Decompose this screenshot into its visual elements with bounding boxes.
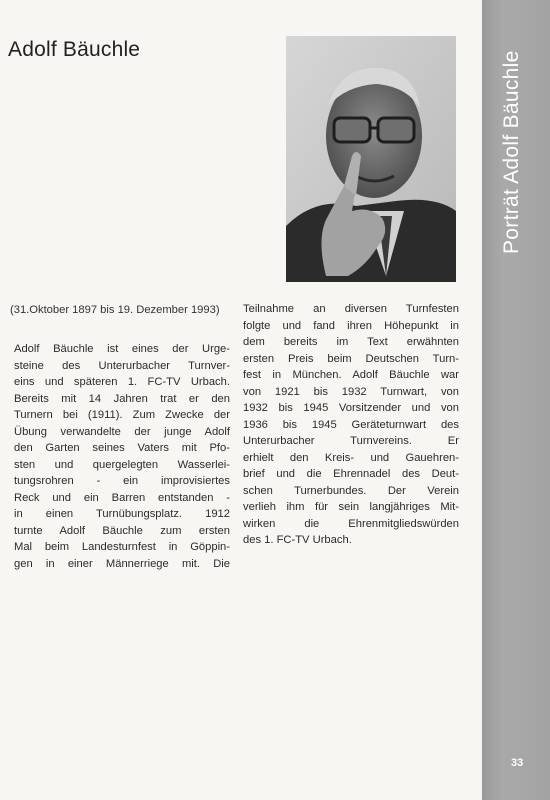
page-title: Adolf Bäuchle bbox=[8, 38, 141, 61]
text-line: Teilnahme an diversen Turnfesten bbox=[243, 303, 459, 315]
text-line: sten und quergelegten Wasserlei- bbox=[14, 458, 230, 471]
body-column-left bbox=[14, 341, 230, 572]
text-line: fest in München. Adolf Bäuchle war bbox=[243, 369, 459, 381]
text-line: von 1921 bis 1932 Turnwart, von bbox=[243, 385, 459, 398]
text-line: tungsrohren - ein improvisiertes bbox=[14, 475, 230, 487]
text-line: gen in einer Männerriege mit. Die bbox=[14, 557, 230, 570]
text-line: Adolf Bäuchle ist eines der Urge- bbox=[14, 343, 230, 355]
text-line: Reck und ein Barren entstanden - bbox=[14, 491, 230, 504]
text-line: des 1. FC-TV Urbach. bbox=[243, 534, 352, 546]
text-line: folgte und fand ihren Höhepunkt in bbox=[243, 319, 459, 332]
text-line: Unterurbacher Turnvereins. Er bbox=[243, 435, 459, 447]
text-line: eins und späteren 1. FC-TV Urbach. bbox=[14, 376, 230, 388]
life-dates: (31.Oktober 1897 bis 19. Dezember 1993) bbox=[10, 304, 220, 316]
text-line: turnte Adolf Bäuchle zum ersten bbox=[14, 524, 230, 537]
page-number: 33 bbox=[511, 757, 524, 769]
portrait-photo bbox=[286, 36, 456, 282]
text-line: erhielt den Kreis- und Gauehren- bbox=[243, 451, 459, 464]
text-line: wirken die Ehrenmitgliedswürden bbox=[243, 517, 459, 530]
text-line: schen Turnerbundes. Der Verein bbox=[243, 484, 459, 497]
text-line: in einen Turnübungsplatz. 1912 bbox=[14, 508, 230, 520]
text-line: 1932 bis 1945 Vorsitzender und von bbox=[243, 402, 459, 414]
text-line: Bereits mit 14 Jahren trat er den bbox=[14, 392, 230, 405]
text-line: den Garten seines Vaters mit Pfo- bbox=[14, 442, 230, 454]
text-line: dem bereits im Text erwähnten bbox=[243, 336, 459, 348]
text-line: 1936 bis 1945 Geräteturnwart des bbox=[243, 418, 459, 431]
text-line: steine des Unterurbacher Turnver- bbox=[14, 359, 230, 372]
text-line: verlieh ihm für sein langjähriges Mit- bbox=[243, 501, 459, 513]
text-line: ersten Preis beim Deutschen Turn- bbox=[243, 352, 459, 365]
body-column-right bbox=[243, 301, 459, 549]
text-line: Turnern bei (1911). Zum Zwecke der bbox=[14, 409, 230, 421]
text-line: brief und die Ehrennadel des Deut- bbox=[243, 468, 459, 480]
side-tab-title: Porträt Adolf Bäuchle bbox=[500, 50, 523, 254]
text-line: Übung verwandelte der junge Adolf bbox=[14, 425, 230, 438]
text-line: Mal beim Landesturnfest in Göppin- bbox=[14, 541, 230, 553]
